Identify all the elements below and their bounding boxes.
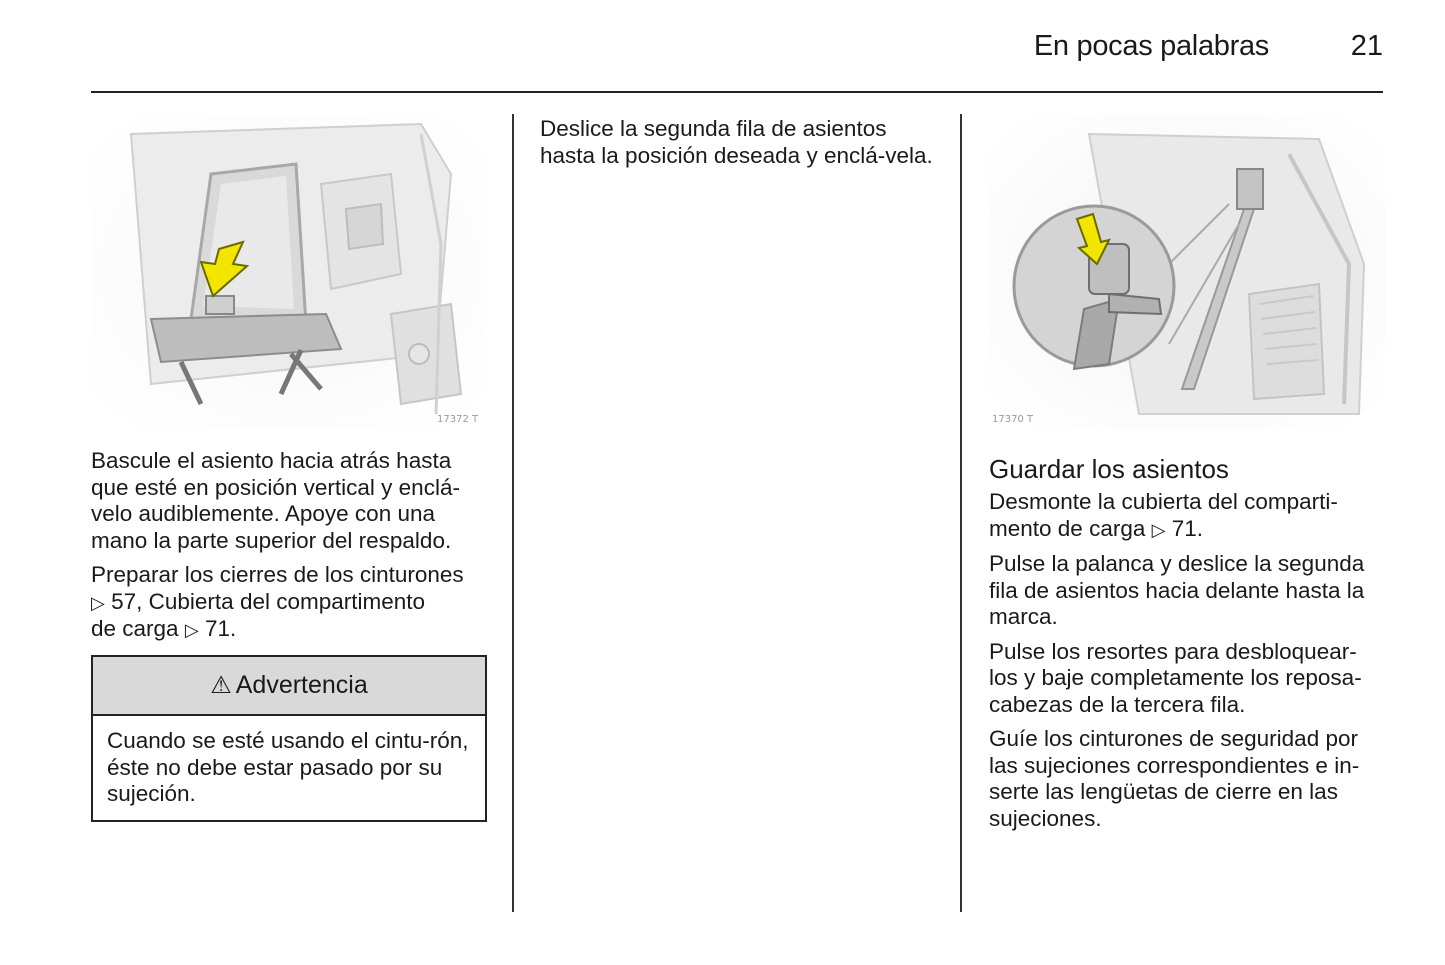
warning-box	[91, 655, 487, 822]
column-divider-2	[960, 114, 962, 912]
header-rule	[91, 91, 1383, 93]
right-p1-text: Desmonte la cubierta del comparti-mento de carga	[989, 489, 1338, 541]
header-title: En pocas palabras	[1033, 30, 1269, 62]
figure-code: 17370 T	[992, 414, 1034, 425]
right-paragraph-1	[989, 489, 1385, 543]
seat-belt-holder-illustration	[989, 114, 1385, 430]
warning-title: Advertencia	[235, 671, 368, 699]
prep-end: .	[229, 616, 237, 641]
seat-backrest-fold-illustration	[91, 114, 487, 430]
section-heading: Guardar los asientos	[989, 454, 1229, 484]
figure-seat-backrest	[91, 114, 487, 430]
middle-paragraph: Deslice la segunda fila de asientos hasta la posición deseada y enclá-vela.	[540, 116, 933, 168]
prep-line-1: Preparar los cierres de los cinturones	[91, 562, 464, 587]
prep-line-2: , Cubierta del compartimento	[136, 588, 426, 614]
warning-triangle-icon: ⚠	[210, 672, 232, 699]
right-paragraph-4: Guíe los cinturones de seguridad por las sujeciones correspondientes e in-serte las lengüetas de cierre en las sujeciones.	[989, 726, 1360, 831]
warning-body	[93, 716, 485, 828]
left-paragraph-prep	[91, 562, 487, 644]
reference-arrow-icon: ▷	[184, 620, 199, 640]
right-paragraph-3: Pulse los resortes para desbloquear-los y baje completamente los reposa-cabezas de la tercera fila.	[989, 638, 1362, 717]
right-p1-ref-71[interactable]: 71	[1171, 515, 1197, 541]
warning-text: Cuando se esté usando el cintu-rón, éste no debe estar pasado por su sujeción.	[107, 728, 469, 806]
warning-header	[93, 657, 485, 716]
page-number: 21	[1350, 30, 1383, 62]
column-divider-1	[512, 114, 514, 912]
left-paragraph-1: Bascule el asiento hacia atrás hasta que esté en posición vertical y enclá-velo audiblemente. Apoye con una mano la parte superior del respaldo.	[91, 448, 460, 553]
right-paragraph-2: Pulse la palanca y deslice la segunda fila de asientos hacia delante hasta la marca.	[989, 551, 1365, 629]
reference-arrow-icon: ▷	[91, 592, 105, 613]
reference-arrow-icon: ▷	[1151, 519, 1166, 540]
figure-code: 17372 T	[437, 414, 479, 425]
figure-seat-belt-holder	[989, 114, 1385, 430]
prep-ref-71[interactable]: 71	[204, 616, 230, 641]
right-p1-end: .	[1196, 515, 1204, 541]
prep-line-3: de carga	[91, 616, 179, 641]
prep-ref-57[interactable]: 57	[111, 588, 137, 614]
